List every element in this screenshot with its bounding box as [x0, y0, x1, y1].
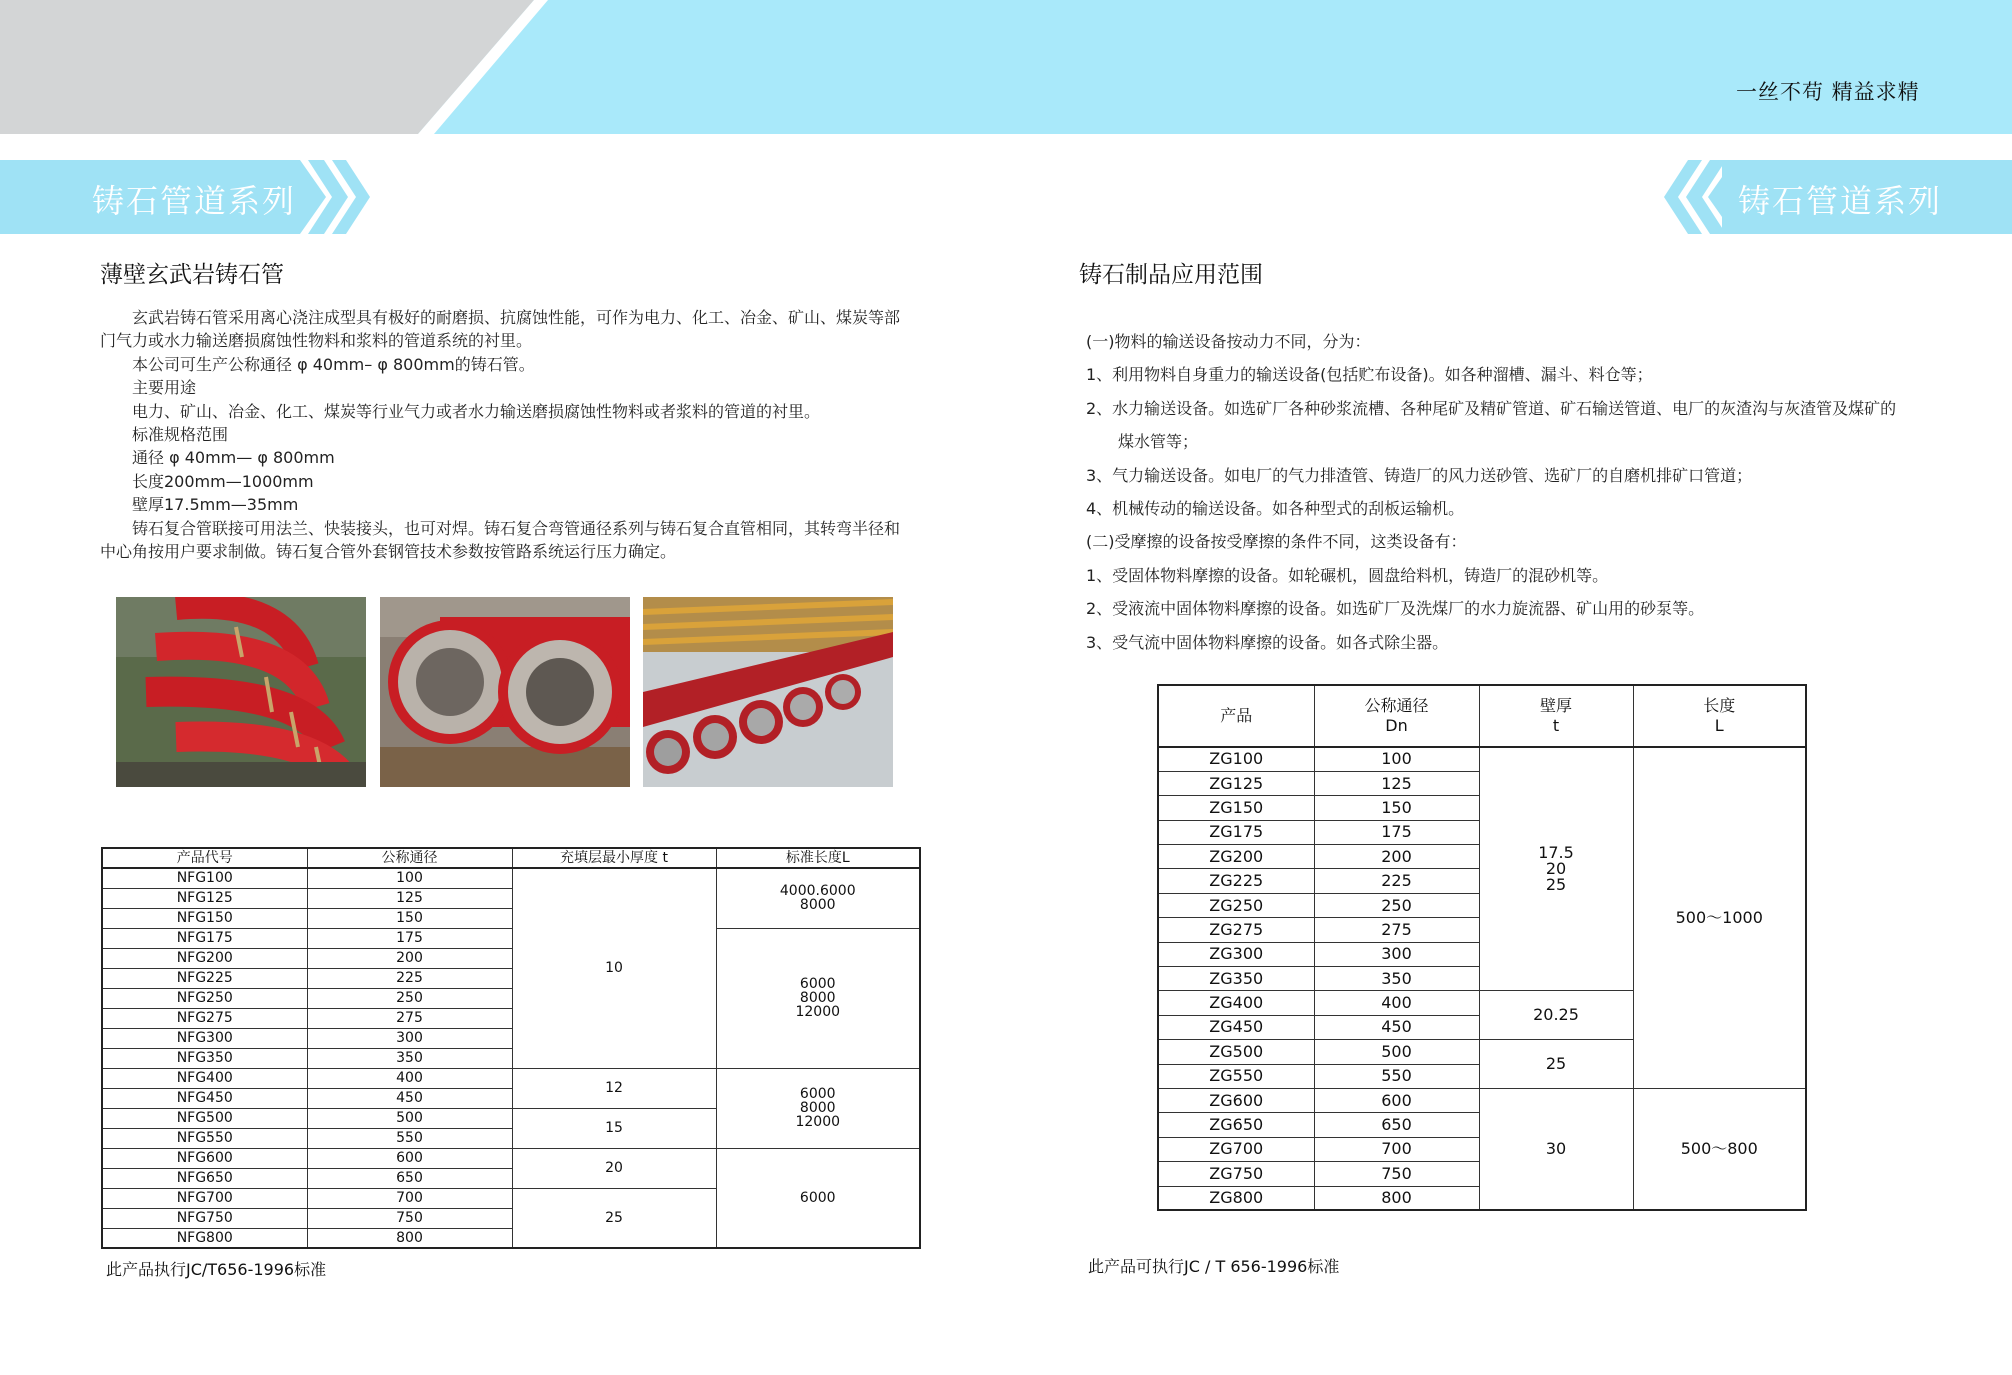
code-cell: NFG275	[102, 1008, 307, 1028]
header-cell: 长度 L	[1633, 685, 1806, 747]
application-line: 3、受气流中固体物料摩擦的设备。如各式除尘器。	[1086, 632, 1449, 652]
code-cell: ZG200	[1158, 845, 1314, 869]
table-row	[102, 1068, 920, 1088]
chevron-right-icon	[284, 160, 374, 234]
photo-red-bend-pipes	[116, 597, 366, 787]
diameter-cell: 150	[1314, 796, 1479, 820]
table-header-row	[1158, 685, 1806, 747]
length-cell: 500～800	[1633, 1088, 1806, 1210]
intro-line: 标准规格范围	[132, 425, 229, 445]
diameter-cell: 125	[1314, 771, 1479, 795]
diameter-cell: 275	[307, 1008, 512, 1028]
length-cell: 4000.6000 8000	[716, 868, 920, 928]
code-cell: ZG350	[1158, 967, 1314, 991]
diameter-cell: 250	[1314, 893, 1479, 917]
diameter-cell: 300	[307, 1028, 512, 1048]
thickness-cell: 15	[512, 1108, 716, 1148]
application-line: 3、气力输送设备。如电厂的气力排渣管、铸造厂的风力送砂管、选矿厂的自磨机排矿口管道；	[1086, 465, 1753, 485]
code-cell: ZG600	[1158, 1088, 1314, 1112]
intro-line: 电力、矿山、冶金、化工、煤炭等行业气力或者水力输送磨损腐蚀性物料或者浆料的管道的衬里。	[132, 401, 821, 421]
series-title-left: 铸石管道系列	[92, 182, 297, 220]
top-banner-grey-shape	[0, 0, 2012, 134]
thickness-cell: 10	[512, 868, 716, 1068]
table-row	[1158, 747, 1806, 771]
length-cell: 6000 8000 12000	[716, 928, 920, 1068]
right-spec-table	[1157, 684, 1807, 1211]
code-cell: NFG700	[102, 1188, 307, 1208]
code-cell: NFG500	[102, 1108, 307, 1128]
code-cell: ZG125	[1158, 771, 1314, 795]
application-line: 煤水管等；	[1118, 432, 1199, 452]
code-cell: NFG750	[102, 1208, 307, 1228]
header-cell: 充填层最小厚度 t	[512, 848, 716, 868]
diameter-cell: 400	[1314, 991, 1479, 1015]
intro-line: 铸石复合管联接可用法兰、快装接头，也可对焊。铸石复合弯管通径系列与铸石复合直管相同，其转弯半径和	[132, 518, 901, 538]
thickness-cell: 12	[512, 1068, 716, 1108]
left-intro	[100, 306, 940, 563]
code-cell: NFG400	[102, 1068, 307, 1088]
code-cell: NFG100	[102, 868, 307, 888]
diameter-cell: 650	[1314, 1113, 1479, 1137]
code-cell: ZG275	[1158, 918, 1314, 942]
intro-line: 通径 φ 40mm— φ 800mm	[132, 448, 335, 468]
series-title-right: 铸石管道系列	[1738, 182, 1943, 220]
header-cell: 公称通径 Dn	[1314, 685, 1479, 747]
thickness-cell: 30	[1479, 1088, 1633, 1210]
length-cell: 6000 8000 12000	[716, 1068, 920, 1148]
diameter-cell: 450	[307, 1088, 512, 1108]
diameter-cell: 125	[307, 888, 512, 908]
diameter-cell: 275	[1314, 918, 1479, 942]
table-row	[102, 928, 920, 948]
code-cell: NFG200	[102, 948, 307, 968]
code-cell: NFG150	[102, 908, 307, 928]
length-cell: 6000	[716, 1148, 920, 1248]
diameter-cell: 650	[307, 1168, 512, 1188]
thickness-cell: 17.5 20 25	[1479, 747, 1633, 991]
code-cell: NFG250	[102, 988, 307, 1008]
diameter-cell: 225	[307, 968, 512, 988]
application-line: (二)受摩擦的设备按受摩擦的条件不同，这类设备有：	[1086, 532, 1467, 552]
application-line: (一)物料的输送设备按动力不同，分为：	[1086, 332, 1371, 351]
code-cell: NFG800	[102, 1228, 307, 1248]
application-line: 1、利用物料自身重力的输送设备(包括贮布设备)。如各种溜槽、漏斗、料仓等；	[1086, 365, 1653, 385]
diameter-cell: 700	[307, 1188, 512, 1208]
diameter-cell: 600	[1314, 1088, 1479, 1112]
diameter-cell: 150	[307, 908, 512, 928]
intro-line: 门气力或水力输送磨损腐蚀性物料和浆料的管道系统的衬里。	[100, 331, 533, 351]
left-spec-table	[101, 847, 921, 1249]
code-cell: ZG400	[1158, 991, 1314, 1015]
application-list	[1086, 325, 1896, 659]
diameter-cell: 100	[307, 868, 512, 888]
intro-line: 长度200mm—1000mm	[132, 471, 314, 491]
code-cell: ZG700	[1158, 1137, 1314, 1161]
left-standard-note: 此产品执行JC/T656-1996标准	[106, 1260, 327, 1279]
length-cell: 500～1000	[1633, 747, 1806, 1088]
intro-line: 玄武岩铸石管采用离心浇注成型具有极好的耐磨损、抗腐蚀性能，可作为电力、化工、冶金、矿山、煤炭等部	[132, 308, 901, 327]
code-cell: ZG175	[1158, 820, 1314, 844]
diameter-cell: 450	[1314, 1015, 1479, 1039]
header-cell: 壁厚 t	[1479, 685, 1633, 747]
table-row	[1158, 1088, 1806, 1112]
right-section-title: 铸石制品应用范围	[1079, 262, 1263, 288]
diameter-cell: 800	[307, 1228, 512, 1248]
code-cell: ZG450	[1158, 1015, 1314, 1039]
header-cell: 标准长度L	[716, 848, 920, 868]
intro-line: 主要用途	[132, 378, 197, 398]
diameter-cell: 750	[307, 1208, 512, 1228]
diameter-cell: 550	[1314, 1064, 1479, 1088]
code-cell: ZG800	[1158, 1186, 1314, 1210]
code-cell: NFG600	[102, 1148, 307, 1168]
code-cell: ZG300	[1158, 942, 1314, 966]
code-cell: NFG450	[102, 1088, 307, 1108]
header-cell: 公称通径	[307, 848, 512, 868]
diameter-cell: 700	[1314, 1137, 1479, 1161]
code-cell: NFG175	[102, 928, 307, 948]
slogan: 一丝不苟 精益求精	[1736, 80, 1920, 104]
code-cell: ZG150	[1158, 796, 1314, 820]
code-cell: ZG650	[1158, 1113, 1314, 1137]
table-row	[102, 1148, 920, 1168]
photo-pipe-ends	[380, 597, 630, 787]
diameter-cell: 100	[1314, 747, 1479, 771]
diameter-cell: 350	[1314, 967, 1479, 991]
diameter-cell: 225	[1314, 869, 1479, 893]
diameter-cell: 500	[307, 1108, 512, 1128]
diameter-cell: 175	[307, 928, 512, 948]
code-cell: ZG750	[1158, 1162, 1314, 1186]
diameter-cell: 250	[307, 988, 512, 1008]
application-line: 4、机械传动的输送设备。如各种型式的刮板运输机。	[1086, 498, 1465, 518]
photo-pipe-stack	[643, 597, 893, 787]
diameter-cell: 200	[307, 948, 512, 968]
intro-line: 壁厚17.5mm—35mm	[132, 495, 299, 515]
right-standard-note: 此产品可执行JC / T 656-1996标准	[1088, 1257, 1340, 1276]
intro-line: 中心角按用户要求制做。铸石复合管外套钢管技术参数按管路系统运行压力确定。	[100, 542, 677, 562]
code-cell: NFG125	[102, 888, 307, 908]
chevron-left-icon	[1660, 160, 1750, 234]
diameter-cell: 500	[1314, 1040, 1479, 1064]
header-cell: 产品	[1158, 685, 1314, 747]
diameter-cell: 350	[307, 1048, 512, 1068]
left-section-title: 薄壁玄武岩铸石管	[100, 262, 284, 288]
code-cell: NFG550	[102, 1128, 307, 1148]
code-cell: ZG225	[1158, 869, 1314, 893]
code-cell: ZG250	[1158, 893, 1314, 917]
diameter-cell: 600	[307, 1148, 512, 1168]
code-cell: ZG550	[1158, 1064, 1314, 1088]
code-cell: NFG225	[102, 968, 307, 988]
diameter-cell: 800	[1314, 1186, 1479, 1210]
code-cell: ZG500	[1158, 1040, 1314, 1064]
code-cell: ZG100	[1158, 747, 1314, 771]
thickness-cell: 20	[512, 1148, 716, 1188]
code-cell: NFG350	[102, 1048, 307, 1068]
diameter-cell: 400	[307, 1068, 512, 1088]
intro-line: 本公司可生产公称通径 φ 40mm– φ 800mm的铸石管。	[132, 354, 535, 374]
thickness-cell: 25	[1479, 1040, 1633, 1089]
table-header-row	[102, 848, 920, 868]
thickness-cell: 25	[512, 1188, 716, 1248]
table-row	[102, 868, 920, 888]
diameter-cell: 200	[1314, 845, 1479, 869]
application-line: 1、受固体物料摩擦的设备。如轮碾机，圆盘给料机，铸造厂的混砂机等。	[1086, 565, 1609, 585]
header-cell: 产品代号	[102, 848, 307, 868]
diameter-cell: 750	[1314, 1162, 1479, 1186]
diameter-cell: 550	[307, 1128, 512, 1148]
diameter-cell: 175	[1314, 820, 1479, 844]
code-cell: NFG300	[102, 1028, 307, 1048]
application-line: 2、受液流中固体物料摩擦的设备。如选矿厂及洗煤厂的水力旋流器、矿山用的砂泵等。	[1086, 599, 1705, 619]
diameter-cell: 300	[1314, 942, 1479, 966]
code-cell: NFG650	[102, 1168, 307, 1188]
application-line: 2、水力输送设备。如选矿厂各种砂浆流槽、各种尾矿及精矿管道、矿石输送管道、电厂的灰渣沟与灰渣管及煤矿的	[1086, 398, 1897, 418]
thickness-cell: 20.25	[1479, 991, 1633, 1040]
